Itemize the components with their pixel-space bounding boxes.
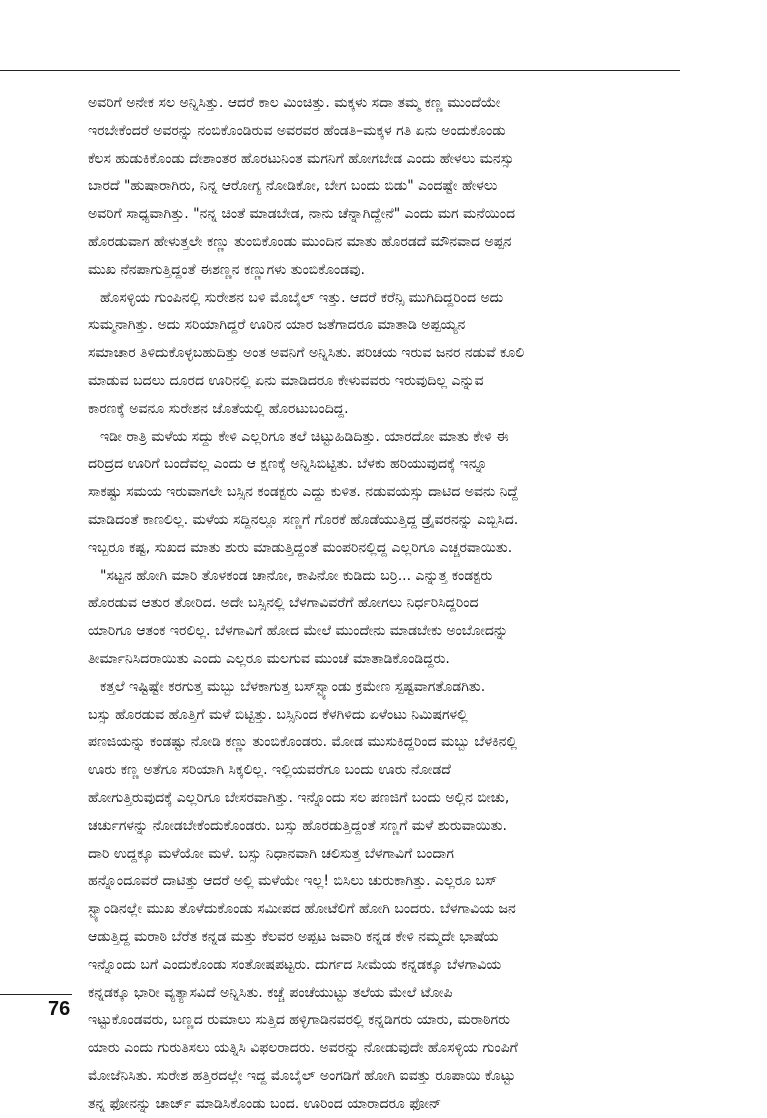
text-line: ದಾರಿ ಉದ್ದಕ್ಕೂ ಮಳೆಯೋ ಮಳೆ. ಬಸ್ಸು ನಿಧಾನವಾಗಿ ಚಲಿಸುತ್ತ ಬೆಳಗಾವಿಗೆ ಬಂದಾಗ [88,845,454,862]
text-line: ಸಮಾಚಾರ ತಿಳಿದುಕೊಳ್ಳಬಹುದಿತ್ತು ಅಂತ ಅವನಿಗೆ ಅನ್ನಿಸಿತು. ಪರಿಚಯ ಇರುವ ಜನರ ನಡುವೆ ಕೂಲಿ [88,345,525,362]
text-line: ಕನ್ನಡಕ್ಕೂ ಭಾರೀ ವ್ಯತ್ಯಾಸವಿದೆ ಅನ್ನಿಸಿತು. ಕಚ್ಚೆ ಪಂಚೆಯುಟ್ಟು ತಲೆಯ ಮೇಲೆ ಟೋಪಿ [88,984,453,1001]
text-line: ಅವರಿಗೆ ಅನೇಕ ಸಲ ಅನ್ನಿಸಿತ್ತು. ಆದರೆ ಕಾಲ ಮಿಂಚಿತ್ತು. ಮಕ್ಕಳು ಸದಾ ತಮ್ಮ ಕಣ್ಣ ಮುಂದೆಯೇ [88,95,501,111]
text-line: ಬಾರದೆ "ಹುಷಾರಾಗಿರು, ನಿನ್ನ ಆರೋಗ್ಯ ನೋಡಿಕೋ, ಬೇಗ ಬಂದು ಬಿಡು" ಎಂದಷ್ಟೇ ಹೇಳಲು [88,178,498,195]
text-line: "ಸಟ್ಟನ ಹೋಗಿ ಮಾರಿ ತೊಳಕಂಡ ಚಾನೋ, ಕಾಪಿನೋ ಕುಡಿದು ಬರ್ರಿ... ಎನ್ನುತ್ತ ಕಂಡಕ್ಟರು [100,567,493,584]
text-line: ಮಾಡುವ ಬದಲು ದೂರದ ಊರಿನಲ್ಲಿ ಏನು ಮಾಡಿದರೂ ಕೇಳುವವರು ಇರುವುದಿಲ್ಲ ಎನ್ನುವ [88,372,484,389]
page-number: 76 [48,998,71,1020]
text-line: ಬಸ್ಸು ಹೊರಡುವ ಹೊತ್ತಿಗೆ ಮಳೆ ಬಿಟ್ಟಿತ್ತು. ಬಸ್ಸಿನಿಂದ ಕೆಳಗಿಳಿದು ಏಳೆಂಟು ನಿಮಿಷಗಳಲ್ಲಿ [88,706,468,723]
text-line: ಇನ್ನೊಂದು ಬಗೆ ಎಂದುಕೊಂಡು ಸಂತೋಷಪಟ್ಟರು. ದುರ್ಗದ ಸೀಮೆಯ ಕನ್ನಡಕ್ಕೂ ಬೆಳಗಾವಿಯ [88,956,502,973]
text-line: ಇಡೀ ರಾತ್ರಿ ಮಳೆಯ ಸದ್ದು ಕೇಳಿ ಎಲ್ಲರಿಗೂ ತಲೆ ಚಿಟ್ಟುಹಿಡಿದಿತ್ತು. ಯಾರದೋ ಮಾತು ಕೇಳಿ ಈ [100,428,509,445]
text-line: ಆಡುತ್ತಿದ್ದ ಮರಾಠಿ ಬೆರೆತ ಕನ್ನಡ ಮತ್ತು ಕೆಲವರ ಅಪ್ಪಟ ಜವಾರಿ ಕನ್ನಡ ಕೇಳಿ ನಮ್ಮದೇ ಭಾಷೆಯ [88,928,499,945]
body-text [88,90,690,1118]
text-line: ಕೆಲಸ ಹುಡುಕಿಕೊಂಡು ದೇಶಾಂತರ ಹೊರಟುನಿಂತ ಮಗನಿಗೆ ಹೋಗಬೇಡ ಎಂದು ಹೇಳಲು ಮನಸ್ಸು [88,150,514,167]
text-line: ಸಾಕಷ್ಟು ಸಮಯ ಇರುವಾಗಲೇ ಬಸ್ಸಿನ ಕಂಡಕ್ಟರು ಎದ್ದು ಕುಳಿತ. ನಡುವಯಸ್ಸು ದಾಟಿದ ಅವನು ನಿದ್ದೆ [88,484,519,501]
text-line: ಇಟ್ಟುಕೊಂಡವರು, ಬಣ್ಣದ ರುಮಾಲು ಸುತ್ತಿದ ಹಳ್ಳಿಗಾಡಿನವರಲ್ಲಿ ಕನ್ನಡಿಗರು ಯಾರು, ಮರಾಠಿಗರು [88,1012,510,1029]
text-line: ಕಾರಣಕ್ಕೆ ಅವನೂ ಸುರೇಶನ ಜೊತೆಯಲ್ಲಿ ಹೊರಟುಬಂದಿದ್ದ. [88,400,349,417]
text-line: ಯಾರು ಎಂದು ಗುರುತಿಸಲು ಯತ್ನಿಸಿ ವಿಫಲರಾದರು. ಅವರನ್ನು ನೋಡುವುದೇ ಹೊಸಳ್ಳಿಯ ಗುಂಪಿಗೆ [88,1040,518,1057]
text-line: ಹೋಗುತ್ತಿರುವುದಕ್ಕೆ ಎಲ್ಲರಿಗೂ ಬೇಸರವಾಗಿತ್ತು. ಇನ್ನೊಂದು ಸಲ ಪಣಜಿಗೆ ಬಂದು ಅಲ್ಲಿನ ಬೀಚು, [88,789,510,806]
text-line: ಅವರಿಗೆ ಸಾಧ್ಯವಾಗಿತ್ತು. "ನನ್ನ ಚಿಂತೆ ಮಾಡಬೇಡ, ನಾನು ಚೆನ್ನಾಗಿದ್ದೇನೆ" ಎಂದು ಮಗ ಮನೆಯಿಂದ [88,206,515,223]
text-line: ಪಣಜಿಯನ್ನು ಕಂಡಷ್ಟು ನೋಡಿ ಕಣ್ಣು ತುಂಬಿಕೊಂಡರು. ಮೋಡ ಮುಸುಕಿದ್ದರಿಂದ ಮಬ್ಬು ಬೆಳಕಿನಲ್ಲಿ [88,734,517,751]
text-line: ಹೊಸಳ್ಳಿಯ ಗುಂಪಿನಲ್ಲಿ ಸುರೇಶನ ಬಳಿ ಮೊಬೈಲ್ ಇತ್ತು. ಆದರೆ ಕರೆನ್ಸಿ ಮುಗಿದಿದ್ದರಿಂದ ಅದು [100,289,504,306]
text-line: ತನ್ನ ಫೋನನ್ನು ಚಾರ್ಜ್ ಮಾಡಿಸಿಕೊಂಡು ಬಂದ. ಊರಿಂದ ಯಾರಾದರೂ ಫೋನ್ [88,1095,442,1112]
text-line: ದರಿದ್ರದ ಊರಿಗೆ ಬಂದೆವಲ್ಲ ಎಂದು ಆ ಕ್ಷಣಕ್ಕೆ ಅನ್ನಿಸಿಬಿಟ್ಟಿತು. ಬೆಳಕು ಹರಿಯುವುದಕ್ಕೆ ಇನ್ನೂ [88,456,488,473]
text-line: ಇಬ್ಬರೂ ಕಷ್ಟ, ಸುಖದ ಮಾತು ಶುರು ಮಾಡುತ್ತಿದ್ದಂತೆ ಮಂಪರಿನಲ್ಲಿದ್ದ ಎಲ್ಲರಿಗೂ ಎಚ್ಚರವಾಯಿತು. [88,539,513,556]
text-line: ಯಾರಿಗೂ ಆತಂಕ ಇರಲಿಲ್ಲ. ಬೆಳಗಾವಿಗೆ ಹೋದ ಮೇಲೆ ಮುಂದೇನು ಮಾಡಬೇಕು ಅಂಬೋದನ್ನು [88,623,509,640]
text-line: ಹೊರಡುವ ಆತುರ ತೋರಿದ. ಅದೇ ಬಸ್ಸಿನಲ್ಲಿ ಬೆಳಗಾವಿವರೆಗೆ ಹೋಗಲು ನಿರ್ಧರಿಸಿದ್ದರಿಂದ [88,595,479,612]
text-line: ಮೋಜೆನಿಸಿತು. ಸುರೇಶ ಹತ್ತಿರದಲ್ಲೇ ಇದ್ದ ಮೊಬೈಲ್ ಅಂಗಡಿಗೆ ಹೋಗಿ ಐವತ್ತು ರೂಪಾಯಿ ಕೊಟ್ಟು [88,1067,516,1084]
text-line: ಚರ್ಚುಗಳನ್ನು ನೋಡಬೇಕೆಂದುಕೊಂಡರು. ಬಸ್ಸು ಹೊರಡುತ್ತಿದ್ದಂತೆ ಸಣ್ಣಗೆ ಮಳೆ ಶುರುವಾಯಿತು. [88,817,507,834]
text-line: ಹೊರಡುವಾಗ ಹೇಳುತ್ತಲೇ ಕಣ್ಣು ತುಂಬಿಕೊಂಡು ಮುಂದಿನ ಮಾತು ಹೊರಡದೆ ಮೌನವಾದ ಅಪ್ಪನ [88,233,512,250]
text-line: ಸುಮ್ಮನಾಗಿತ್ತು. ಅದು ಸರಿಯಾಗಿದ್ದರೆ ಊರಿನ ಯಾರ ಜತೆಗಾದರೂ ಮಾತಾಡಿ ಅಪ್ಪಯ್ಯನ [88,317,466,334]
footer-rule [0,994,72,995]
top-rule [0,70,680,71]
text-line: ಮುಖ ನೆನಪಾಗುತ್ತಿದ್ದಂತೆ ಈಶಣ್ಣನ ಕಣ್ಣುಗಳು ತುಂಬಿಕೊಂಡವು. [88,261,365,278]
text-line: ಊರು ಕಣ್ಣ ಅತೆಗೂ ಸರಿಯಾಗಿ ಸಿಕ್ಕಲಿಲ್ಲ. ಇಲ್ಲಿಯವರೆಗೂ ಬಂದು ಊರು ನೋಡದೆ [88,762,451,779]
text-line: ತೀರ್ಮಾನಿಸಿದರಾಯಿತು ಎಂದು ಎಲ್ಲರೂ ಮಲಗುವ ಮುಂಚೆ ಮಾತಾಡಿಕೊಂಡಿದ್ದರು. [88,650,450,667]
text-line: ಹನ್ನೊಂದೂವರೆ ದಾಟಿತ್ತು ಆದರೆ ಅಲ್ಲಿ ಮಳೆಯೇ ಇಲ್ಲ! ಬಿಸಿಲು ಚುರುಕಾಗಿತ್ತು. ಎಲ್ಲರೂ ಬಸ್ [88,873,497,890]
text-line: ಮಾಡಿದಂತೆ ಕಾಣಲಿಲ್ಲ. ಮಳೆಯ ಸದ್ದಿನಲ್ಲೂ ಸಣ್ಣಗೆ ಗೊರಕೆ ಹೊಡೆಯುತ್ತಿದ್ದ ಡ್ರೈವರನನ್ನು ಎಬ್ಬಿಸಿದ. [88,511,519,528]
text-line: ಇರಬೇಕೆಂದರೆ ಅವರನ್ನು ನಂಬಿಕೊಂಡಿರುವ ಅವರವರ ಹೆಂಡತಿ–ಮಕ್ಕಳ ಗತಿ ಏನು ಅಂದುಕೊಂಡು [88,122,506,139]
text-line: ಸ್ಟ್ಯಾಂಡಿನಲ್ಲೇ ಮುಖ ತೊಳೆದುಕೊಂಡು ಸಮೀಪದ ಹೋಟೆಲಿಗೆ ಹೋಗಿ ಬಂದರು. ಬೆಳಗಾವಿಯ ಜನ [88,901,516,918]
text-line: ಕತ್ತಲೆ ಇಷ್ಟಿಷ್ಟೇ ಕರಗುತ್ತ ಮಬ್ಬು ಬೆಳಕಾಗುತ್ತ ಬಸ್‌ಸ್ಟ್ಯಾಂಡು ಕ್ರಮೇಣ ಸ್ಪಷ್ಟವಾಗತೊಡಗಿತು. [100,678,486,695]
